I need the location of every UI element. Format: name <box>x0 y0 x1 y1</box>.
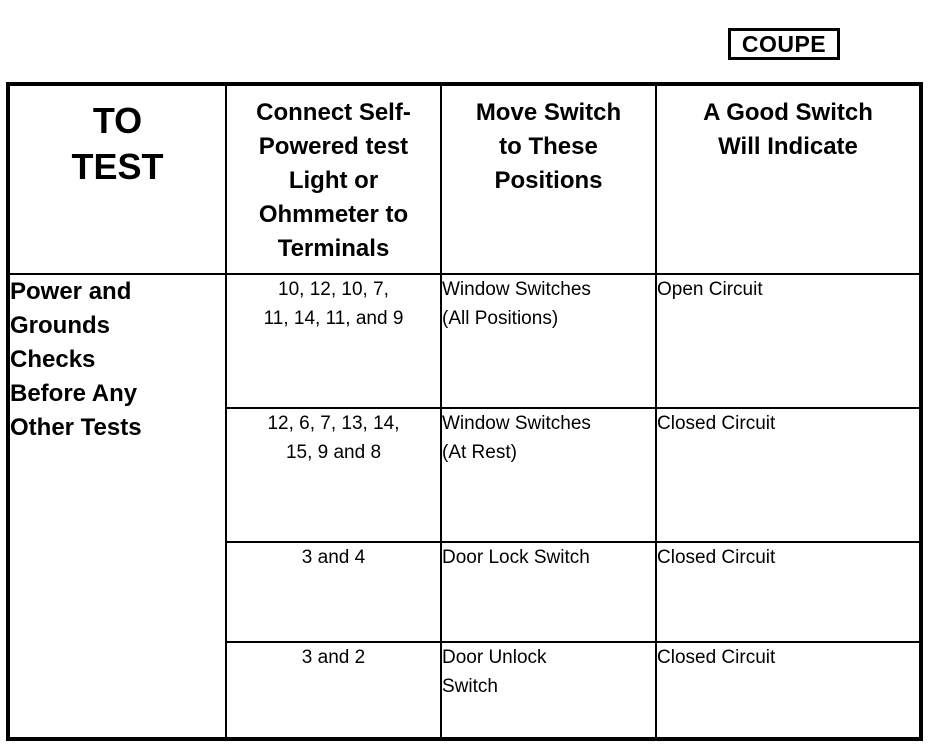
cell-line: 10, 12, 10, 7, <box>278 279 389 300</box>
indication-cell <box>656 408 921 542</box>
cell-line: 11, 14, 11, and 9 <box>263 308 404 329</box>
cell-line: Window Switches <box>442 279 591 300</box>
header-line: Powered test <box>258 133 409 160</box>
header-line: Will Indicate <box>718 133 858 160</box>
positions-cell <box>441 542 656 642</box>
terminals-cell <box>226 274 441 408</box>
category-line: Checks <box>10 346 96 373</box>
cell-line: 3 and 4 <box>301 547 366 568</box>
header-connect-terminals <box>226 84 441 274</box>
positions-cell <box>441 408 656 542</box>
header-line: TO <box>92 100 143 141</box>
header-line: Terminals <box>277 235 390 262</box>
header-line: Positions <box>494 167 603 194</box>
cell-line: Open Circuit <box>657 279 763 300</box>
cell-line: (At Rest) <box>442 442 517 463</box>
terminals-cell <box>226 642 441 739</box>
header-line: TEST <box>71 146 164 187</box>
indication-cell <box>656 542 921 642</box>
terminals-cell <box>226 542 441 642</box>
switch-test-table <box>6 82 923 741</box>
cell-line: Door Unlock <box>442 647 547 668</box>
table-row <box>8 274 921 408</box>
indication-cell <box>656 642 921 739</box>
indication-cell <box>656 274 921 408</box>
category-line: Before Any <box>10 380 138 407</box>
header-line: A Good Switch <box>703 99 873 126</box>
positions-cell <box>441 274 656 408</box>
cell-line: Door Lock Switch <box>442 547 590 568</box>
cell-line: Closed Circuit <box>657 547 776 568</box>
cell-line: Switch <box>442 676 498 697</box>
cell-line: Window Switches <box>442 413 591 434</box>
cell-line: Closed Circuit <box>657 413 776 434</box>
test-category-cell <box>8 274 226 739</box>
header-to-test <box>8 84 226 274</box>
cell-line: Closed Circuit <box>657 647 776 668</box>
cell-line: 15, 9 and 8 <box>285 442 382 463</box>
header-line: Move Switch <box>475 99 622 126</box>
header-line: to These <box>499 133 598 160</box>
header-good-switch <box>656 84 921 274</box>
category-line: Other Tests <box>10 414 142 441</box>
header-line: Connect Self- <box>256 99 411 126</box>
header-move-switch <box>441 84 656 274</box>
category-line: Power and <box>10 278 132 305</box>
cell-line: 12, 6, 7, 13, 14, <box>267 413 400 434</box>
cell-line: 3 and 2 <box>301 647 366 668</box>
header-row <box>8 84 921 274</box>
cell-line: (All Positions) <box>442 308 559 329</box>
header-line: Light or <box>288 167 379 194</box>
coupe-badge: COUPE <box>728 28 840 60</box>
header-line: Ohmmeter to <box>258 201 409 228</box>
terminals-cell <box>226 408 441 542</box>
category-line: Grounds <box>10 312 110 339</box>
positions-cell <box>441 642 656 739</box>
